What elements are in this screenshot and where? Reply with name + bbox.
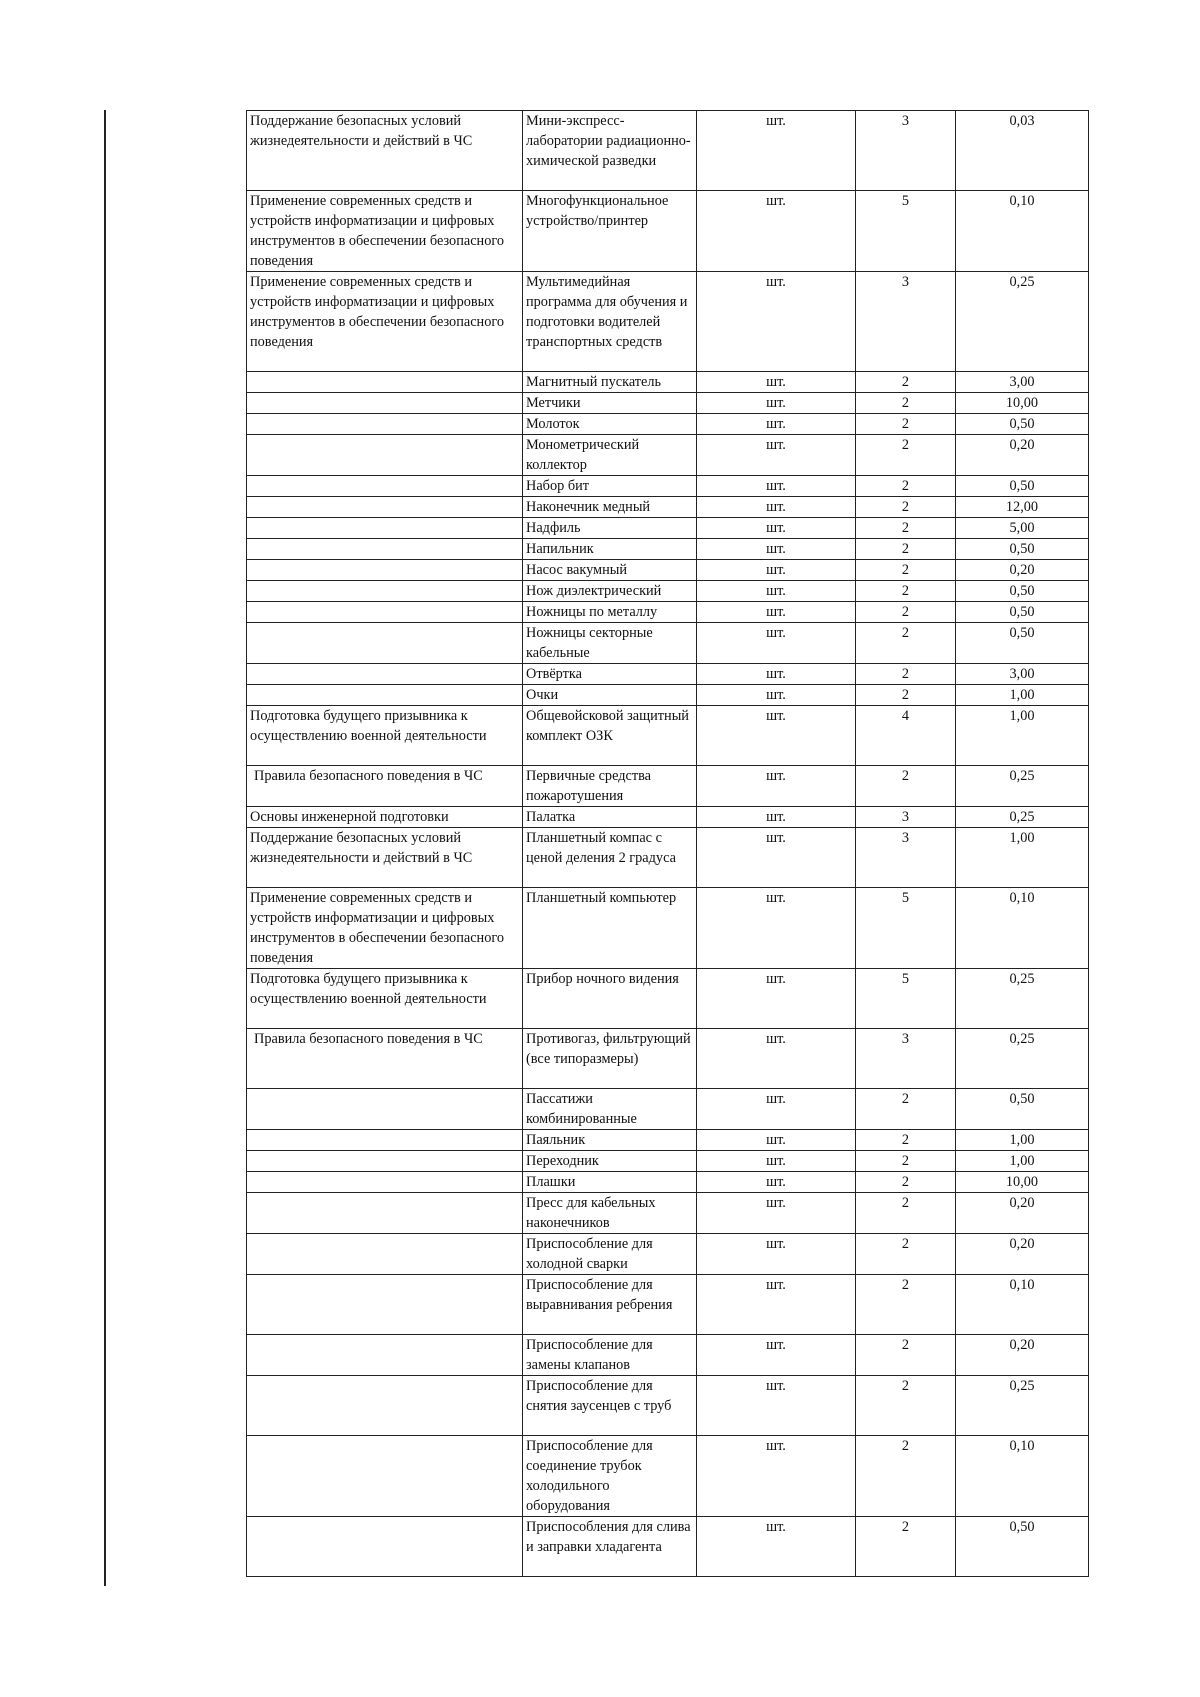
row-quantity-cell: 2 <box>856 1436 956 1517</box>
row-item-name-cell: Первичные средства пожаротушения <box>523 766 697 807</box>
row-section-cell <box>247 581 523 602</box>
row-coefficient-cell: 10,00 <box>956 393 1089 414</box>
table-row <box>247 1193 1089 1234</box>
row-coefficient-cell: 0,25 <box>956 766 1089 807</box>
row-item-name-cell: Паяльник <box>523 1130 697 1151</box>
table-row <box>247 664 1089 685</box>
row-unit-cell: шт. <box>697 497 856 518</box>
row-quantity-cell: 2 <box>856 1089 956 1130</box>
table-row <box>247 1130 1089 1151</box>
row-coefficient-cell: 0,10 <box>956 1275 1089 1335</box>
row-quantity-cell: 2 <box>856 1193 956 1234</box>
row-quantity-cell: 2 <box>856 1172 956 1193</box>
row-item-name-cell: Очки <box>523 685 697 706</box>
row-item-name-cell: Монометрический коллектор <box>523 435 697 476</box>
row-section-cell <box>247 518 523 539</box>
table-row <box>247 414 1089 435</box>
table-row <box>247 1089 1089 1130</box>
table-row <box>247 435 1089 476</box>
row-section-cell <box>247 393 523 414</box>
row-coefficient-cell: 1,00 <box>956 706 1089 766</box>
row-coefficient-cell: 1,00 <box>956 1130 1089 1151</box>
row-unit-cell: шт. <box>697 1193 856 1234</box>
row-quantity-cell: 2 <box>856 414 956 435</box>
row-coefficient-cell: 0,10 <box>956 1436 1089 1517</box>
row-coefficient-cell: 5,00 <box>956 518 1089 539</box>
row-unit-cell: шт. <box>697 1151 856 1172</box>
row-unit-cell: шт. <box>697 1436 856 1517</box>
row-coefficient-cell: 0,25 <box>956 969 1089 1029</box>
row-item-name-cell: Приспособление для соединение трубок холодильного оборудования <box>523 1436 697 1517</box>
row-section-cell <box>247 1517 523 1577</box>
row-quantity-cell: 2 <box>856 497 956 518</box>
row-quantity-cell: 3 <box>856 111 956 191</box>
equipment-table <box>246 110 1089 1577</box>
row-item-name-cell: Прибор ночного видения <box>523 969 697 1029</box>
row-quantity-cell: 2 <box>856 685 956 706</box>
row-coefficient-cell: 0,50 <box>956 602 1089 623</box>
row-item-name-cell: Плашки <box>523 1172 697 1193</box>
row-coefficient-cell: 0,50 <box>956 623 1089 664</box>
row-item-name-cell: Напильник <box>523 539 697 560</box>
row-quantity-cell: 2 <box>856 476 956 497</box>
row-section-cell: Правила безопасного поведения в ЧС <box>247 1029 523 1089</box>
row-item-name-cell: Ножницы по металлу <box>523 602 697 623</box>
table-row <box>247 1172 1089 1193</box>
row-section-cell <box>247 539 523 560</box>
table-row <box>247 497 1089 518</box>
table-row <box>247 539 1089 560</box>
row-coefficient-cell: 12,00 <box>956 497 1089 518</box>
row-unit-cell: шт. <box>697 414 856 435</box>
row-section-cell <box>247 602 523 623</box>
row-unit-cell: шт. <box>697 1172 856 1193</box>
row-item-name-cell: Приспособление для замены клапанов <box>523 1335 697 1376</box>
table-row <box>247 888 1089 969</box>
row-quantity-cell: 2 <box>856 393 956 414</box>
row-section-cell <box>247 1335 523 1376</box>
row-coefficient-cell: 0,50 <box>956 476 1089 497</box>
row-quantity-cell: 2 <box>856 539 956 560</box>
row-item-name-cell: Молоток <box>523 414 697 435</box>
table-row <box>247 372 1089 393</box>
row-coefficient-cell: 0,50 <box>956 581 1089 602</box>
row-section-cell <box>247 1089 523 1130</box>
row-quantity-cell: 2 <box>856 1335 956 1376</box>
row-section-cell <box>247 1275 523 1335</box>
row-item-name-cell: Противогаз, фильтрующий (все типоразмеры) <box>523 1029 697 1089</box>
row-item-name-cell: Отвёртка <box>523 664 697 685</box>
row-unit-cell: шт. <box>697 393 856 414</box>
table-row <box>247 393 1089 414</box>
row-quantity-cell: 3 <box>856 1029 956 1089</box>
row-quantity-cell: 3 <box>856 807 956 828</box>
table-row <box>247 1234 1089 1275</box>
row-quantity-cell: 5 <box>856 888 956 969</box>
table-row <box>247 1436 1089 1517</box>
row-section-cell <box>247 560 523 581</box>
table-row <box>247 518 1089 539</box>
row-section-cell <box>247 476 523 497</box>
row-section-cell <box>247 664 523 685</box>
row-item-name-cell: Приспособление для выравнивания ребрения <box>523 1275 697 1335</box>
row-quantity-cell: 2 <box>856 518 956 539</box>
row-unit-cell: шт. <box>697 1376 856 1436</box>
row-quantity-cell: 5 <box>856 191 956 272</box>
row-section-cell: Применение современных средств и устройств информатизации и цифровых инструментов в обеспечении безопасного поведения <box>247 888 523 969</box>
row-coefficient-cell: 0,25 <box>956 1029 1089 1089</box>
row-coefficient-cell: 0,20 <box>956 1234 1089 1275</box>
row-item-name-cell: Многофункциональное устройство/принтер <box>523 191 697 272</box>
table-row <box>247 766 1089 807</box>
row-coefficient-cell: 0,50 <box>956 1517 1089 1577</box>
row-item-name-cell: Мультимедийная программа для обучения и подготовки водителей транспортных средств <box>523 272 697 372</box>
row-unit-cell: шт. <box>697 1130 856 1151</box>
table-row <box>247 560 1089 581</box>
table-row <box>247 828 1089 888</box>
row-unit-cell: шт. <box>697 766 856 807</box>
row-unit-cell: шт. <box>697 1029 856 1089</box>
row-section-cell: Поддержание безопасных условий жизнедеятельности и действий в ЧС <box>247 828 523 888</box>
table-row <box>247 111 1089 191</box>
table-row <box>247 1376 1089 1436</box>
table-row <box>247 807 1089 828</box>
table-row <box>247 581 1089 602</box>
table-row <box>247 1029 1089 1089</box>
row-section-cell <box>247 1436 523 1517</box>
row-unit-cell: шт. <box>697 1089 856 1130</box>
row-coefficient-cell: 0,20 <box>956 435 1089 476</box>
row-item-name-cell: Переходник <box>523 1151 697 1172</box>
row-coefficient-cell: 3,00 <box>956 372 1089 393</box>
row-section-cell: Подготовка будущего призывника к осуществлению военной деятельности <box>247 706 523 766</box>
table-row <box>247 969 1089 1029</box>
row-item-name-cell: Магнитный пускатель <box>523 372 697 393</box>
row-unit-cell: шт. <box>697 539 856 560</box>
row-quantity-cell: 2 <box>856 766 956 807</box>
row-coefficient-cell: 1,00 <box>956 828 1089 888</box>
row-coefficient-cell: 0,25 <box>956 807 1089 828</box>
row-quantity-cell: 2 <box>856 1376 956 1436</box>
row-item-name-cell: Пассатижи комбинированные <box>523 1089 697 1130</box>
row-item-name-cell: Нож диэлектрический <box>523 581 697 602</box>
table-row <box>247 476 1089 497</box>
row-unit-cell: шт. <box>697 272 856 372</box>
row-quantity-cell: 2 <box>856 1275 956 1335</box>
row-quantity-cell: 4 <box>856 706 956 766</box>
row-quantity-cell: 5 <box>856 969 956 1029</box>
row-item-name-cell: Планшетный компас с ценой деления 2 градуса <box>523 828 697 888</box>
row-item-name-cell: Приспособление для холодной сварки <box>523 1234 697 1275</box>
row-item-name-cell: Приспособление для снятия заусенцев с труб <box>523 1376 697 1436</box>
row-section-cell: Правила безопасного поведения в ЧС <box>247 766 523 807</box>
row-item-name-cell: Мини-экспресс-лаборатории радиационно-химической разведки <box>523 111 697 191</box>
row-unit-cell: шт. <box>697 1275 856 1335</box>
row-coefficient-cell: 0,50 <box>956 1089 1089 1130</box>
row-item-name-cell: Ножницы секторные кабельные <box>523 623 697 664</box>
row-section-cell <box>247 497 523 518</box>
row-coefficient-cell: 10,00 <box>956 1172 1089 1193</box>
row-item-name-cell: Насос вакумный <box>523 560 697 581</box>
row-coefficient-cell: 0,50 <box>956 414 1089 435</box>
row-coefficient-cell: 0,20 <box>956 1335 1089 1376</box>
row-unit-cell: шт. <box>697 1234 856 1275</box>
row-item-name-cell: Планшетный компьютер <box>523 888 697 969</box>
row-unit-cell: шт. <box>697 888 856 969</box>
row-quantity-cell: 2 <box>856 602 956 623</box>
row-unit-cell: шт. <box>697 111 856 191</box>
row-section-cell <box>247 1151 523 1172</box>
row-unit-cell: шт. <box>697 706 856 766</box>
table-row <box>247 623 1089 664</box>
table-row <box>247 1275 1089 1335</box>
row-section-cell <box>247 1234 523 1275</box>
row-coefficient-cell: 0,10 <box>956 191 1089 272</box>
row-section-cell: Подготовка будущего призывника к осуществлению военной деятельности <box>247 969 523 1029</box>
row-coefficient-cell: 0,25 <box>956 272 1089 372</box>
row-item-name-cell: Метчики <box>523 393 697 414</box>
row-coefficient-cell: 0,20 <box>956 1193 1089 1234</box>
row-unit-cell: шт. <box>697 560 856 581</box>
row-quantity-cell: 2 <box>856 664 956 685</box>
table-row <box>247 706 1089 766</box>
row-coefficient-cell: 0,03 <box>956 111 1089 191</box>
row-item-name-cell: Набор бит <box>523 476 697 497</box>
row-quantity-cell: 3 <box>856 828 956 888</box>
row-unit-cell: шт. <box>697 828 856 888</box>
row-quantity-cell: 2 <box>856 1130 956 1151</box>
row-unit-cell: шт. <box>697 435 856 476</box>
row-unit-cell: шт. <box>697 969 856 1029</box>
table-row <box>247 1335 1089 1376</box>
row-section-cell <box>247 1172 523 1193</box>
table-row <box>247 1517 1089 1577</box>
table-row <box>247 602 1089 623</box>
row-unit-cell: шт. <box>697 518 856 539</box>
row-section-cell <box>247 685 523 706</box>
row-section-cell: Поддержание безопасных условий жизнедеятельности и действий в ЧС <box>247 111 523 191</box>
row-item-name-cell: Палатка <box>523 807 697 828</box>
table-row <box>247 685 1089 706</box>
row-unit-cell: шт. <box>697 581 856 602</box>
row-section-cell <box>247 372 523 393</box>
row-quantity-cell: 2 <box>856 1234 956 1275</box>
row-item-name-cell: Надфиль <box>523 518 697 539</box>
row-quantity-cell: 2 <box>856 560 956 581</box>
row-section-cell: Основы инженерной подготовки <box>247 807 523 828</box>
row-coefficient-cell: 1,00 <box>956 685 1089 706</box>
row-section-cell <box>247 623 523 664</box>
row-quantity-cell: 2 <box>856 1517 956 1577</box>
row-quantity-cell: 2 <box>856 1151 956 1172</box>
table-row <box>247 1151 1089 1172</box>
row-quantity-cell: 2 <box>856 623 956 664</box>
row-section-cell <box>247 1130 523 1151</box>
row-quantity-cell: 2 <box>856 372 956 393</box>
row-unit-cell: шт. <box>697 664 856 685</box>
row-unit-cell: шт. <box>697 1517 856 1577</box>
table-row <box>247 191 1089 272</box>
row-unit-cell: шт. <box>697 372 856 393</box>
row-item-name-cell: Приспособления для слива и заправки хладагента <box>523 1517 697 1577</box>
row-item-name-cell: Наконечник медный <box>523 497 697 518</box>
row-coefficient-cell: 0,10 <box>956 888 1089 969</box>
row-coefficient-cell: 1,00 <box>956 1151 1089 1172</box>
row-coefficient-cell: 0,25 <box>956 1376 1089 1436</box>
row-coefficient-cell: 3,00 <box>956 664 1089 685</box>
row-unit-cell: шт. <box>697 476 856 497</box>
row-unit-cell: шт. <box>697 602 856 623</box>
row-section-cell <box>247 435 523 476</box>
row-section-cell <box>247 1193 523 1234</box>
row-unit-cell: шт. <box>697 807 856 828</box>
row-quantity-cell: 2 <box>856 435 956 476</box>
row-item-name-cell: Пресс для кабельных наконечников <box>523 1193 697 1234</box>
row-section-cell <box>247 414 523 435</box>
page-margin-line <box>104 110 106 1586</box>
row-coefficient-cell: 0,20 <box>956 560 1089 581</box>
row-section-cell: Применение современных средств и устройств информатизации и цифровых инструментов в обеспечении безопасного поведения <box>247 191 523 272</box>
row-quantity-cell: 2 <box>856 581 956 602</box>
table-row <box>247 272 1089 372</box>
row-unit-cell: шт. <box>697 685 856 706</box>
row-section-cell <box>247 1376 523 1436</box>
row-unit-cell: шт. <box>697 1335 856 1376</box>
row-item-name-cell: Общевойсковой защитный комплект ОЗК <box>523 706 697 766</box>
equipment-table-body <box>247 111 1089 1577</box>
row-section-cell: Применение современных средств и устройств информатизации и цифровых инструментов в обеспечении безопасного поведения <box>247 272 523 372</box>
row-unit-cell: шт. <box>697 623 856 664</box>
row-coefficient-cell: 0,50 <box>956 539 1089 560</box>
row-quantity-cell: 3 <box>856 272 956 372</box>
row-unit-cell: шт. <box>697 191 856 272</box>
